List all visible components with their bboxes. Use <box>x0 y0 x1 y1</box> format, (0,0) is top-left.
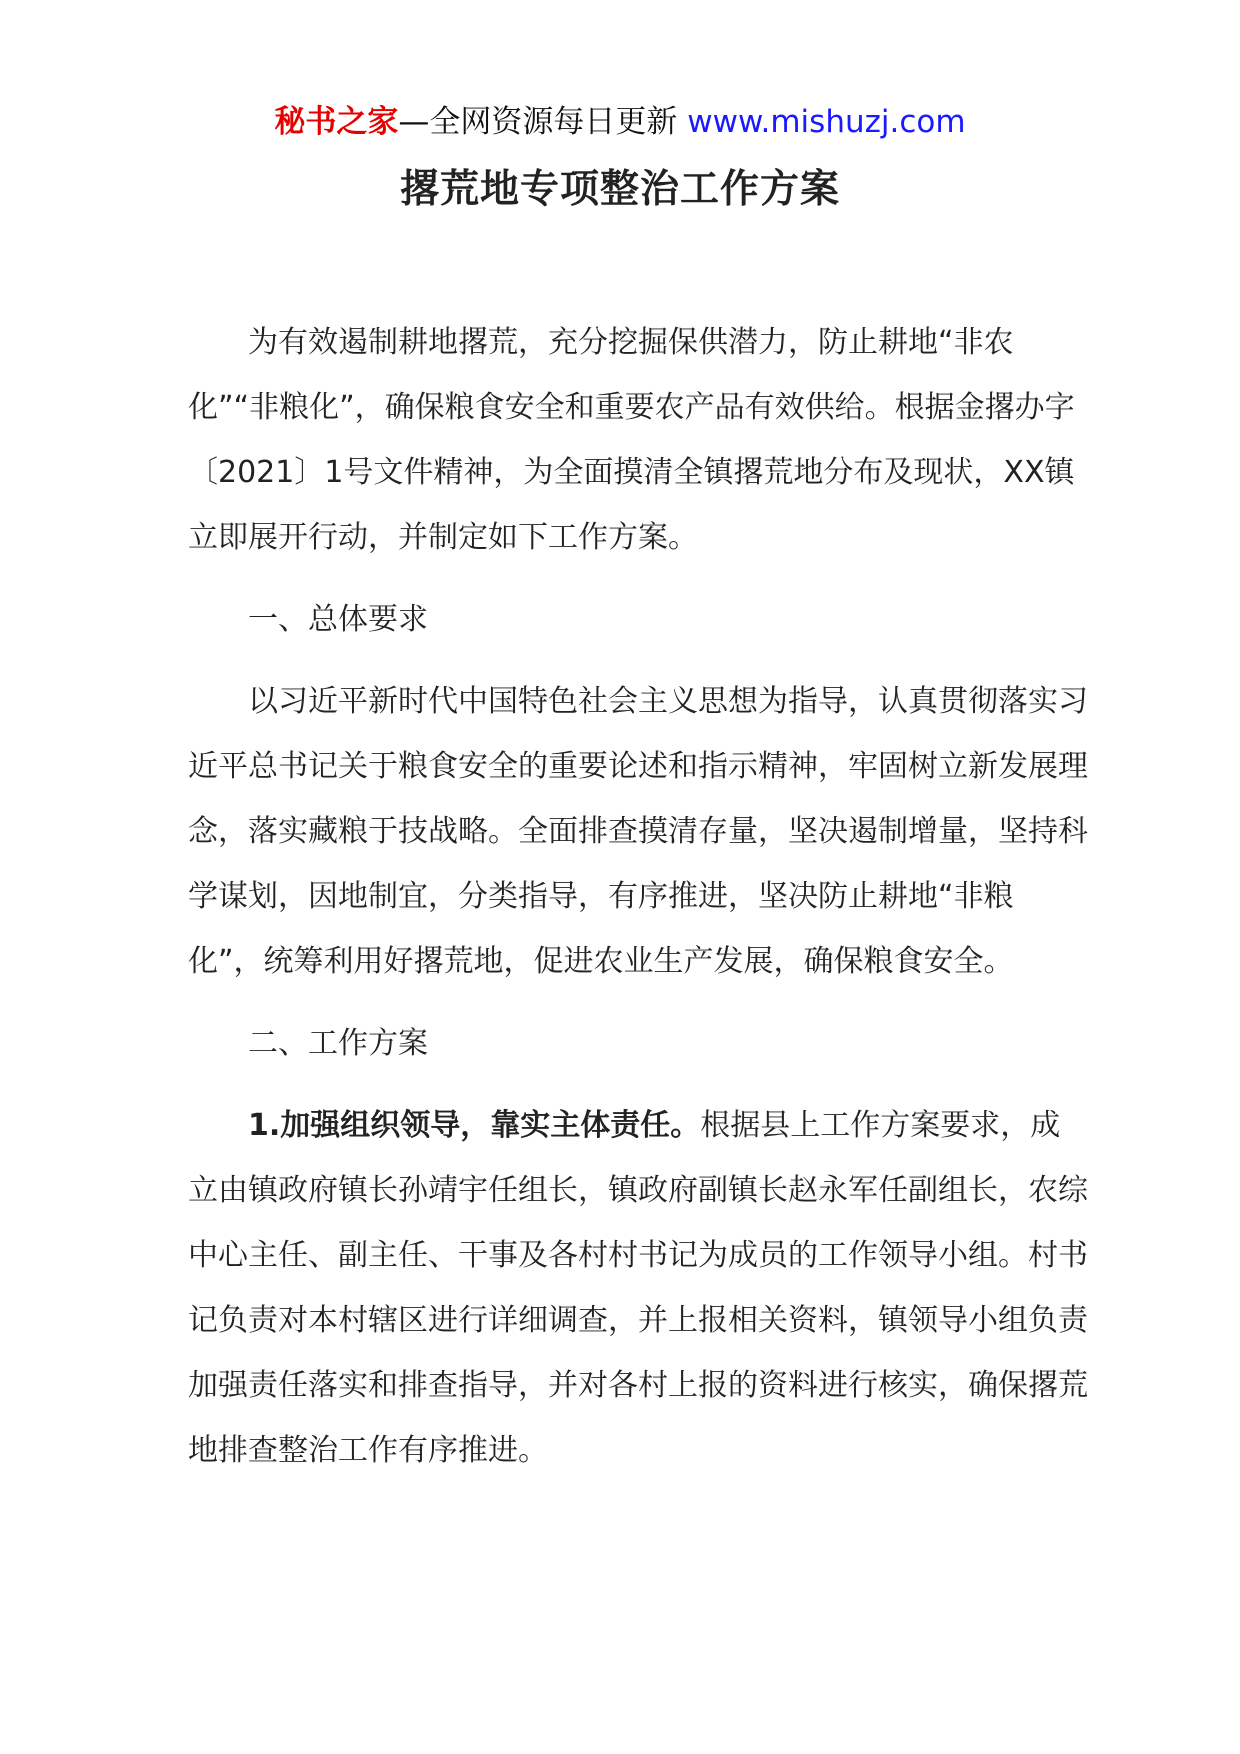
site-banner <box>0 100 1240 144</box>
document-title: 撂荒地专项整治工作方案 <box>399 167 840 212</box>
section1-heading: 一、总体要求 <box>248 602 428 637</box>
brand-name: 秘书之家 <box>274 104 399 140</box>
section1-paragraph: 以习近平新时代中国特色社会主义思想为指导，认真贯彻落实习近平总书记关于粮食安全的重要论述和指示精神，牢固树立新发展理念，落实藏粮于技战略。全面排查摸清存量，坚决遏制增量，坚持科学谋划，因地制宜，分类指导，有序推进，坚决防止耕地“非粮化”，统筹利用好撂荒地，促进农业生产发展，确保粮食安全。 <box>188 684 1088 979</box>
document-body <box>188 310 1088 1500</box>
banner-slogan: —全网资源每日更新 <box>398 104 678 140</box>
intro-paragraph: 为有效遏制耕地撂荒，充分挖掘保供潜力，防止耕地“非农化”“非粮化”，确保粮食安全和重要农产品有效供给。根据金撂办字〔2021〕1号文件精神，为全面摸清全镇撂荒地分布及现状，XX镇立即展开行动，并制定如下工作方案。 <box>188 325 1075 555</box>
item1-body: 根据县上工作方案要求，成立由镇政府镇长孙靖宇任组长，镇政府副镇长赵永军任副组长，农综中心主任、副主任、干事及各村村书记为成员的工作领导小组。村书记负责对本村辖区进行详细调查，并上报相关资料，镇领导小组负责加强责任落实和排查指导，并对各村上报的资料进行核实，确保撂荒地排查整治工作有序推进。 <box>188 1108 1088 1468</box>
item1-heading: 1.加强组织领导，靠实主体责任。 <box>248 1108 701 1143</box>
site-url-link[interactable]: www.mishuzj.com <box>687 104 966 140</box>
item1-paragraph <box>188 1093 1088 1483</box>
section2-heading: 二、工作方案 <box>248 1026 428 1061</box>
